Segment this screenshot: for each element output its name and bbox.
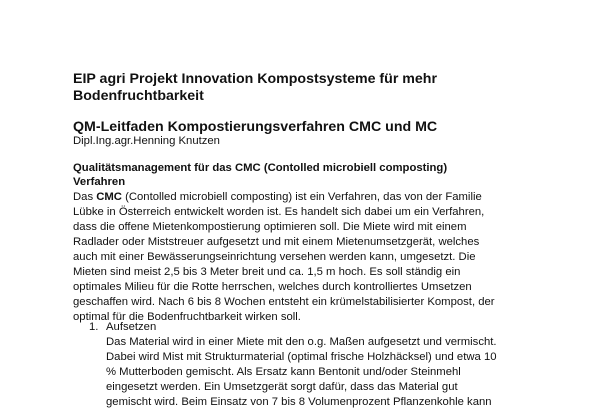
paragraph-line-3: dass die offene Mietenkompostierung optimieren soll. Die Miete wird mit einem	[73, 221, 467, 233]
section-heading	[73, 162, 543, 189]
document-subtitle: QM-Leitfaden Kompostierungsverfahren CMC und MC	[73, 119, 438, 135]
title-line-2: Bodenfruchtbarkeit	[73, 88, 204, 104]
list-item-body	[106, 335, 543, 410]
numbered-list	[73, 320, 543, 410]
list-body-line-2: Dabei wird Mist mit Strukturmaterial (optimal frische Holzhäcksel) und etwa 10	[106, 351, 497, 363]
paragraph-line-7: optimales Milieu für die Rotte herrschen, welches durch kontrolliertes Umsetzen	[73, 281, 472, 293]
list-body-line-4: eingesetzt werden. Ein Umsetzgerät sorgt dafür, dass das Material gut	[106, 381, 458, 393]
paragraph-line-2: Lübke in Österreich entwickelt worden ist. Es handelt sich dabei um ein Verfahren,	[73, 206, 485, 218]
paragraph-line-9: optimal für die Bodenfruchtbarkeit wirken soll.	[73, 311, 301, 323]
document-title	[73, 71, 533, 105]
paragraph-line-1-end: (Contolled microbiell composting) ist ein Verfahren, das von der Familie	[121, 191, 482, 203]
list-item	[73, 320, 543, 410]
cmc-term: CMC	[96, 191, 122, 203]
list-body-line-1: Das Material wird in einer Miete mit den o.g. Maßen aufgesetzt und vermischt.	[106, 336, 497, 348]
paragraph-line-5: auch mit einer Bewässerungseinrichtung versehen werden kann, umgesetzt. Die	[73, 251, 476, 263]
paragraph-line-1	[73, 190, 543, 205]
list-item-number: 1.	[89, 321, 99, 333]
list-body-line-5: gemischt wird. Beim Einsatz von 7 bis 8 Volumenprozent Pflanzenkohle kann	[106, 396, 492, 408]
section-heading-line-2: Verfahren	[73, 175, 126, 188]
author-name: Dipl.Ing.agr.Henning Knutzen	[73, 135, 220, 147]
paragraph-line-8: geschaffen wird. Nach 6 bis 8 Wochen entsteht ein krümelstabilisierter Kompost, der	[73, 296, 495, 308]
list-item-title: Aufsetzen	[106, 321, 157, 333]
intro-paragraph	[73, 190, 543, 325]
title-line-1: EIP agri Projekt Innovation Kompostsysteme für mehr	[73, 71, 437, 87]
paragraph-line-6: Mieten sind meist 2,5 bis 3 Meter breit und ca. 1,5 m hoch. Es soll ständig ein	[73, 266, 461, 278]
paragraph-line-4: Radlader oder Miststreuer aufgesetzt und mit einem Mietenumsetzgerät, welches	[73, 236, 480, 248]
list-body-line-3: % Mutterboden gemischt. Als Ersatz kann Bentonit und/oder Steinmehl	[106, 366, 461, 378]
section-heading-line-1: Qualitätsmanagement für das CMC (Contolled microbiell composting)	[73, 162, 448, 174]
paragraph-line-1-start: Das	[73, 191, 97, 203]
